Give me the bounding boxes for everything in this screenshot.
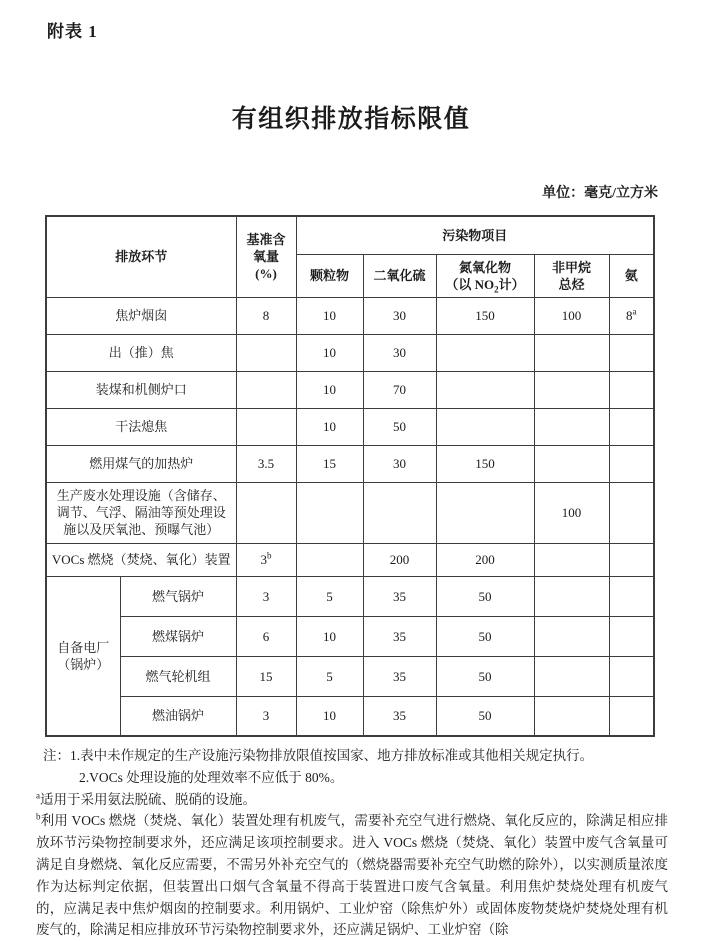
oxygen-header-line1: 基准含 xyxy=(246,232,286,248)
cell-so2: 200 xyxy=(363,543,436,576)
col-header-nox xyxy=(436,254,534,297)
footnote-b-text: 利用 VOCs 燃烧（焚烧、氧化）装置处理有机废气，需要补充空气进行燃烧、氧化反应的，除满足相应排放环节污染物控制要求外，还应满足该项控制要求。进入 VOCs 燃烧（焚烧、氧化）装置中废气含氧量可满足自身燃烧、氧化反应需要，不需另外补充空气的（燃烧器需要补充空气助燃的除外），以实测质量浓度作为达标判定依据，但装置出口烟气含氧量不得高于装置进口废气含氧量。利用焦炉焚烧处理有机废气的，应满足表中焦炉烟囱的控制要求。利用锅炉、工业炉窑（除焦炉外）或固体废物焚烧炉焚烧处理有机废气的，除满足相应排放环节污染物控制要求外，还应满足锅炉、工业炉窑（除 xyxy=(36,813,668,938)
table-row-gas-heating-furnace xyxy=(46,445,654,482)
cell-nmhc xyxy=(534,371,609,408)
col-header-so2: 二氧化硫 xyxy=(363,254,436,297)
row-label: 燃气轮机组 xyxy=(120,656,236,696)
cell-o2: 15 xyxy=(236,656,296,696)
cell-nmhc xyxy=(534,408,609,445)
group-label-captive-power-plant: 自备电厂（锅炉） xyxy=(46,576,120,736)
cell-nmhc: 100 xyxy=(534,297,609,334)
cell-nh3 xyxy=(609,371,654,408)
oxygen-header-line2: 氧量 xyxy=(253,249,280,265)
cell-nh3 xyxy=(609,482,654,543)
cell-so2: 50 xyxy=(363,408,436,445)
cell-nmhc xyxy=(534,334,609,371)
cell-nmhc xyxy=(534,576,609,616)
cell-nox: 150 xyxy=(436,445,534,482)
cell-o2 xyxy=(236,371,296,408)
cell-nox: 150 xyxy=(436,297,534,334)
nox-header-line1: 氮氧化物 xyxy=(459,259,512,275)
row-label: 燃气锅炉 xyxy=(120,576,236,616)
cell-pm: 10 xyxy=(296,371,363,408)
cell-nh3 xyxy=(609,543,654,576)
table-row-coal-charging xyxy=(46,371,654,408)
row-label: 燃油锅炉 xyxy=(120,696,236,736)
emission-limits-table xyxy=(45,215,655,737)
cell-pm: 10 xyxy=(296,408,363,445)
nox-subscript: 2 xyxy=(494,284,499,295)
col-header-nh3: 氨 xyxy=(609,254,654,297)
cell-so2: 35 xyxy=(363,616,436,656)
footnote-marker-a: a xyxy=(632,306,637,317)
cell-o2 xyxy=(236,543,296,576)
col-header-emission-stage: 排放环节 xyxy=(46,216,236,297)
cell-pm: 10 xyxy=(296,696,363,736)
note-label: 注： xyxy=(43,748,70,763)
header-row-1 xyxy=(46,216,654,254)
cell-so2: 30 xyxy=(363,297,436,334)
oxygen-header-line3: (%) xyxy=(255,266,277,282)
row-label: 出（推）焦 xyxy=(46,334,236,371)
col-header-pollutant-group: 污染物项目 xyxy=(296,216,654,254)
cell-o2: 3 xyxy=(236,576,296,616)
table-row-gas-turbine xyxy=(46,656,654,696)
cell-nox xyxy=(436,408,534,445)
cell-value: 3 xyxy=(260,552,268,567)
cell-nh3 xyxy=(609,334,654,371)
table-row-gas-boiler xyxy=(46,576,654,616)
cell-nox: 50 xyxy=(436,656,534,696)
cell-nox xyxy=(436,334,534,371)
cell-so2: 70 xyxy=(363,371,436,408)
note-1 xyxy=(36,745,668,767)
cell-nh3 xyxy=(609,656,654,696)
cell-nox: 50 xyxy=(436,576,534,616)
cell-value: 8 xyxy=(626,308,633,323)
table-row-coke-pushing xyxy=(46,334,654,371)
cell-o2: 3 xyxy=(236,696,296,736)
cell-nh3 xyxy=(609,297,654,334)
col-header-oxygen xyxy=(236,216,296,297)
row-label: 燃煤锅炉 xyxy=(120,616,236,656)
cell-nox xyxy=(436,482,534,543)
nmhc-header-line1: 非甲烷 xyxy=(552,259,592,275)
cell-nmhc xyxy=(534,445,609,482)
cell-pm: 10 xyxy=(296,334,363,371)
cell-so2: 30 xyxy=(363,445,436,482)
nmhc-header-line2: 总烃 xyxy=(558,276,585,292)
nox-header-line2-post: 计） xyxy=(498,276,525,292)
cell-nh3 xyxy=(609,696,654,736)
table-row-coal-boiler xyxy=(46,616,654,656)
notes-section xyxy=(36,745,668,941)
cell-pm: 15 xyxy=(296,445,363,482)
cell-nox: 50 xyxy=(436,696,534,736)
cell-pm xyxy=(296,543,363,576)
cell-o2: 8 xyxy=(236,297,296,334)
cell-pm: 5 xyxy=(296,576,363,616)
cell-o2: 3.5 xyxy=(236,445,296,482)
note-2: 2.VOCs 处理设施的处理效率不应低于 80%。 xyxy=(79,769,344,785)
footnote-a-marker: a xyxy=(36,790,40,801)
appendix-label: 附表 1 xyxy=(47,22,98,41)
cell-pm: 10 xyxy=(296,297,363,334)
footnote-marker-b: b xyxy=(267,550,272,561)
row-label: VOCs 燃烧（焚烧、氧化）装置 xyxy=(46,543,236,576)
row-label: 燃用煤气的加热炉 xyxy=(46,445,236,482)
note-1-text: 1.表中未作规定的生产设施污染物排放限值按国家、地方排放标准或其他相关规定执行。 xyxy=(70,748,594,763)
cell-nox xyxy=(436,371,534,408)
table-row-wastewater-treatment xyxy=(46,482,654,543)
table-row-oil-boiler xyxy=(46,696,654,736)
cell-nh3 xyxy=(609,408,654,445)
cell-nh3 xyxy=(609,576,654,616)
cell-so2: 35 xyxy=(363,656,436,696)
cell-so2: 35 xyxy=(363,696,436,736)
cell-pm xyxy=(296,482,363,543)
cell-nmhc: 100 xyxy=(534,482,609,543)
row-label: 干法熄焦 xyxy=(46,408,236,445)
cell-o2: 6 xyxy=(236,616,296,656)
footnote-a-text: 适用于采用氨法脱硫、脱硝的设施。 xyxy=(40,791,256,807)
cell-pm: 10 xyxy=(296,616,363,656)
nox-header-line2-pre: （以 NO xyxy=(445,276,495,292)
table-row-dry-quenching xyxy=(46,408,654,445)
cell-nmhc xyxy=(534,656,609,696)
page-title: 有组织排放指标限值 xyxy=(231,106,471,133)
row-label: 焦炉烟囱 xyxy=(46,297,236,334)
cell-o2 xyxy=(236,334,296,371)
cell-o2 xyxy=(236,482,296,543)
cell-pm: 5 xyxy=(296,656,363,696)
cell-nh3 xyxy=(609,616,654,656)
row-label: 生产废水处理设施（含储存、调节、气浮、隔油等预处理设施以及厌氧池、预曝气池） xyxy=(46,482,236,543)
row-label: 装煤和机侧炉口 xyxy=(46,371,236,408)
col-header-pm: 颗粒物 xyxy=(296,254,363,297)
cell-so2 xyxy=(363,482,436,543)
cell-o2 xyxy=(236,408,296,445)
cell-nmhc xyxy=(534,696,609,736)
cell-so2: 30 xyxy=(363,334,436,371)
cell-so2: 35 xyxy=(363,576,436,616)
table-row-vocs-combustion xyxy=(46,543,654,576)
table-row-coke-oven-chimney xyxy=(46,297,654,334)
cell-nmhc xyxy=(534,616,609,656)
cell-nox: 200 xyxy=(436,543,534,576)
footnote-b xyxy=(36,810,668,941)
cell-nmhc xyxy=(534,543,609,576)
col-header-nmhc xyxy=(534,254,609,297)
cell-nox: 50 xyxy=(436,616,534,656)
unit-note: 单位：毫克/立方米 xyxy=(542,186,658,201)
footnote-a xyxy=(36,789,668,811)
cell-nh3 xyxy=(609,445,654,482)
footnote-b-marker: b xyxy=(36,811,41,822)
